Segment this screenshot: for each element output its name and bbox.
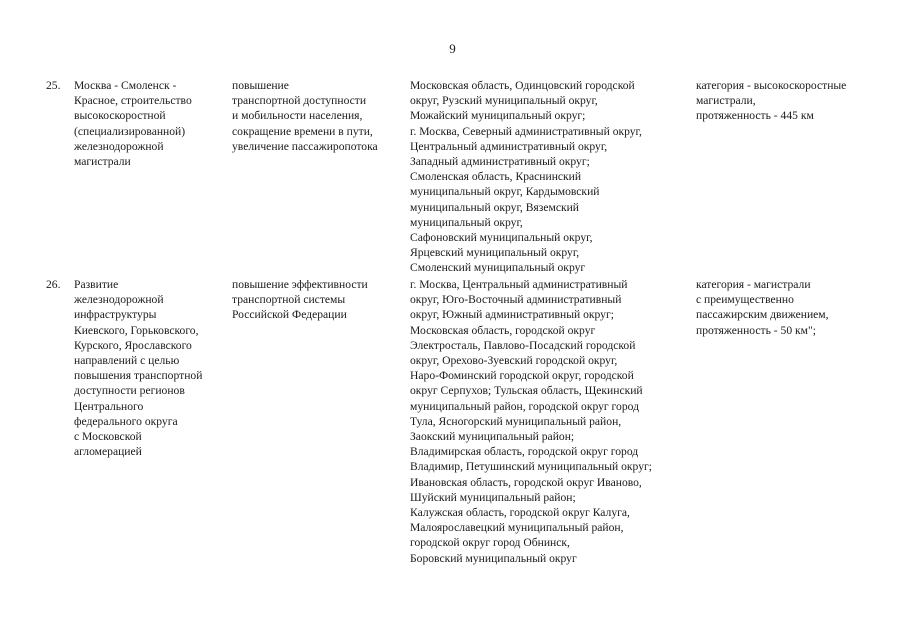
text-line: категория - магистрали (696, 278, 811, 291)
project-characteristics-cell (696, 78, 881, 124)
text-line: Смоленский муниципальный округ (410, 261, 586, 275)
text-line: агломерацией (74, 445, 142, 459)
text-line: муниципальный округ, (410, 215, 523, 229)
text-line: Москва - Смоленск - (74, 79, 177, 92)
text-line: Центрального (74, 399, 144, 413)
text-line: железнодорожной (74, 139, 164, 153)
text-line: магистрали, (696, 94, 756, 108)
text-line: округ, Южный административный округ; (410, 308, 614, 322)
text-line: увеличение пассажиропотока (232, 139, 378, 153)
text-line: сокращение времени в пути, (232, 124, 373, 138)
text-line: повышения транспортной (74, 369, 203, 383)
text-line: Владимирская область, городской округ город (410, 445, 639, 459)
text-line: Сафоновский муниципальный округ, (410, 231, 593, 245)
text-line: Владимир, Петушинский муниципальный округ; (410, 460, 652, 474)
text-line: и мобильности населения, (232, 109, 363, 123)
text-line: Ивановская область, городской округ Иваново, (410, 475, 642, 489)
text-line: повышение эффективности (232, 278, 368, 291)
project-location-cell (410, 277, 692, 566)
text-line: Наро-Фоминский городской округ, городской (410, 369, 634, 383)
text-line: Центральный административный округ, (410, 139, 608, 153)
text-line: г. Москва, Северный административный округ, (410, 124, 642, 138)
text-line: железнодорожной (74, 293, 164, 307)
text-line: Калужская область, городской округ Калуга, (410, 506, 630, 520)
row-number: 25. (46, 79, 61, 92)
text-line: протяженность - 50 км"; (696, 323, 816, 337)
text-line: транспортной системы (232, 293, 346, 307)
text-line: Малоярославецкий муниципальный район, (410, 521, 624, 535)
text-line: пассажирским движением, (696, 308, 829, 322)
text-line: округ, Юго-Восточный административный (410, 293, 622, 307)
text-line: г. Москва, Центральный административный (410, 278, 628, 291)
text-line: транспортной доступности (232, 94, 367, 108)
text-line: Смоленская область, Краснинский (410, 170, 582, 184)
project-name-cell (74, 78, 226, 169)
text-line: муниципальный округ, Вяземский (410, 200, 580, 214)
text-line: Можайский муниципальный округ; (410, 109, 586, 123)
project-location-cell (410, 78, 692, 276)
text-line: Киевского, Горьковского, (74, 323, 199, 337)
text-line: с Московской (74, 430, 142, 444)
project-name-cell (74, 277, 226, 459)
text-line: Заокский муниципальный район; (410, 430, 575, 444)
text-line: муниципальный район, городской округ город (410, 399, 639, 413)
text-line: Московская область, городской округ (410, 323, 596, 337)
page-number: 9 (449, 41, 456, 56)
text-line: магистрали (74, 155, 131, 169)
text-line: с преимущественно (696, 293, 794, 307)
text-line: протяженность - 445 км (696, 109, 814, 123)
text-line: округ Серпухов; Тульская область, Щекинский (410, 384, 643, 398)
project-characteristics-cell (696, 277, 881, 338)
text-line: инфраструктуры (74, 308, 157, 322)
row-number: 26. (46, 278, 61, 291)
text-line: Красное, строительство (74, 94, 192, 108)
project-goal-cell (232, 277, 404, 323)
text-line: доступности регионов (74, 384, 185, 398)
text-line: Развитие (74, 278, 119, 291)
text-line: Тула, Ясногорский муниципальный район, (410, 414, 622, 428)
text-line: повышение (232, 79, 289, 92)
text-line: Московская область, Одинцовский городской (410, 79, 635, 92)
text-line: Электросталь, Павлово-Посадский городской (410, 338, 636, 352)
text-line: округ, Рузский муниципальный округ, (410, 94, 598, 108)
text-line: высокоскоростной (74, 109, 166, 123)
text-line: муниципальный округ, Кардымовский (410, 185, 600, 199)
text-line: Западный административный округ; (410, 155, 590, 169)
text-line: федерального округа (74, 414, 178, 428)
text-line: категория - высокоскоростные (696, 79, 847, 92)
text-line: округ, Орехово-Зуевский городской округ, (410, 354, 618, 368)
project-goal-cell (232, 78, 404, 154)
text-line: направлений с целью (74, 354, 180, 368)
text-line: городской округ город Обнинск, (410, 536, 570, 550)
text-line: Курского, Ярославского (74, 338, 192, 352)
text-line: Шуйский муниципальный район; (410, 490, 576, 504)
text-line: (специализированной) (74, 124, 186, 138)
text-line: Российской Федерации (232, 308, 347, 322)
text-line: Ярцевский муниципальный округ, (410, 246, 580, 260)
text-line: Боровский муниципальный округ (410, 551, 577, 565)
